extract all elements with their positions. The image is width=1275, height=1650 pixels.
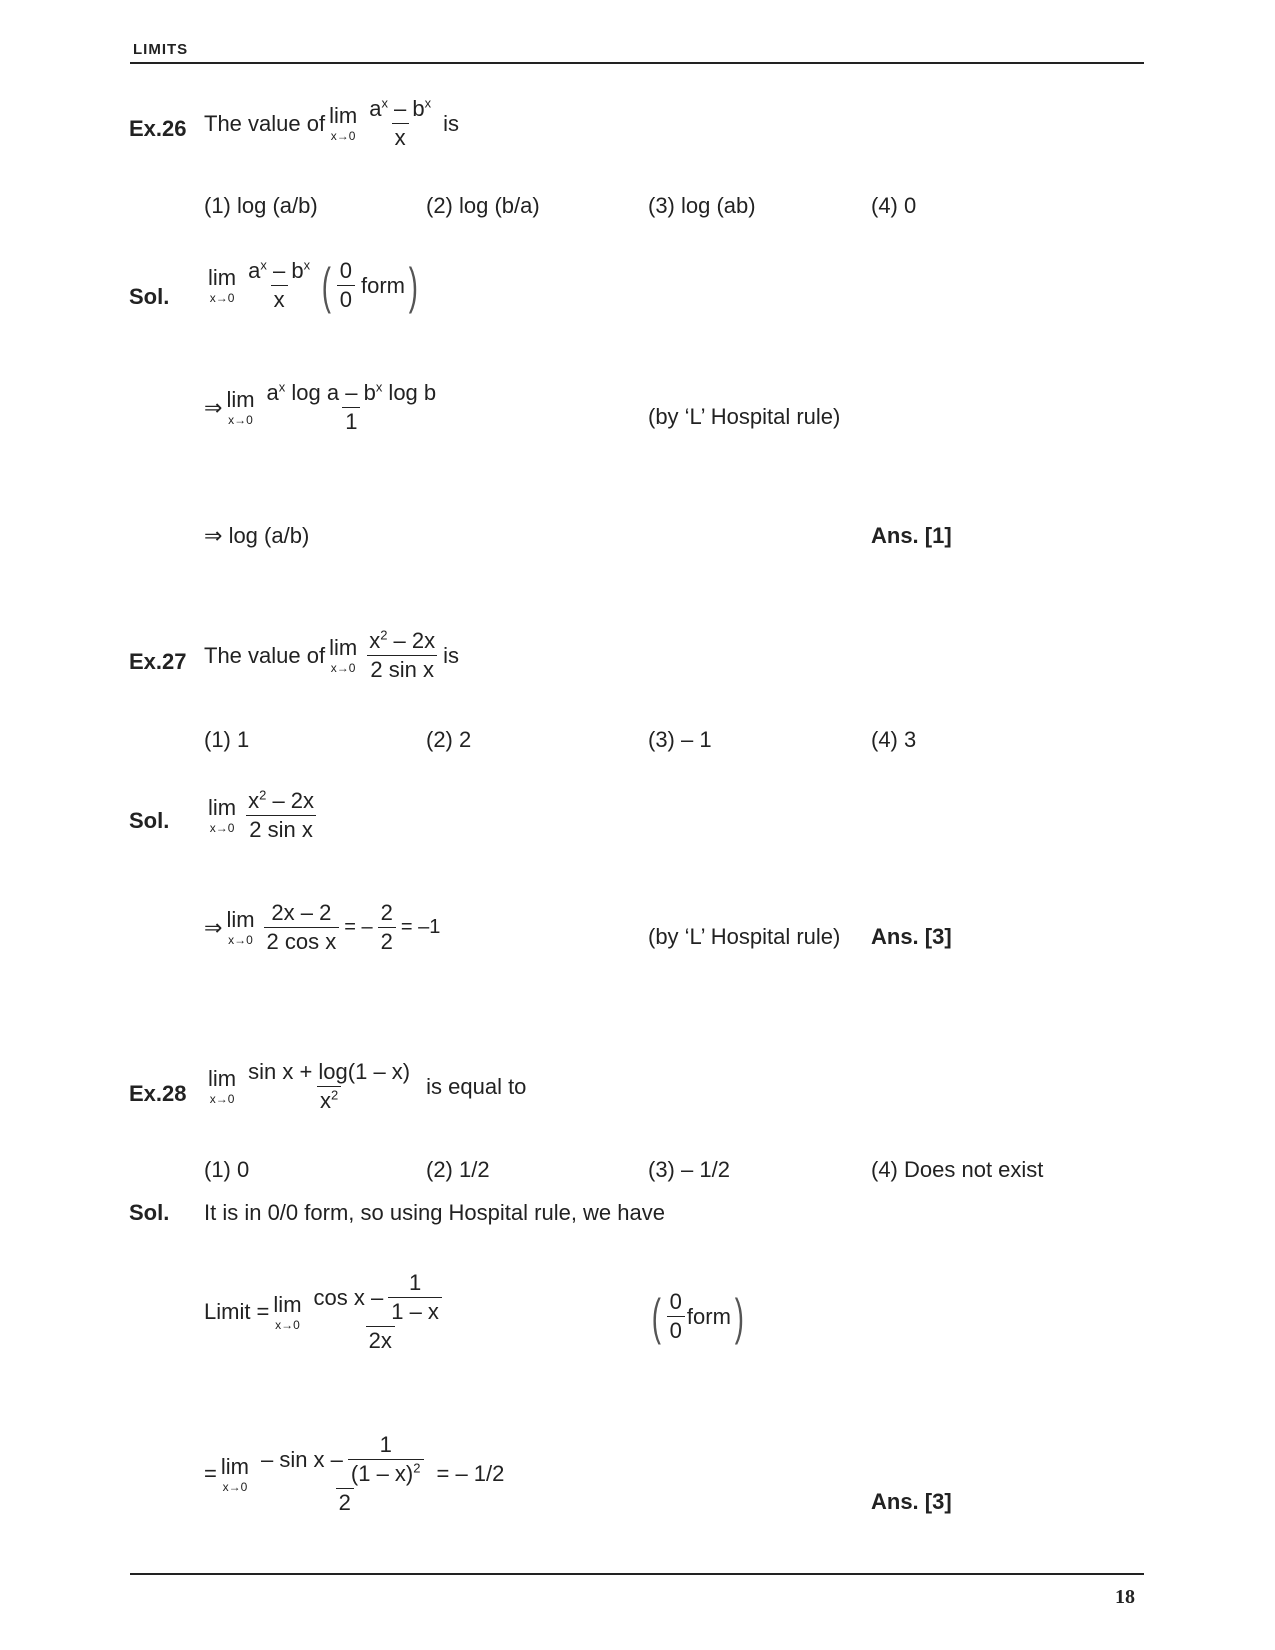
ex28-sol-step1: Limit = lim x→0 cos x – $\frac{1}{1 - x}$ 2x <box>204 1270 455 1354</box>
ex26-sol-step3: ⇒ log (a/b) <box>204 523 310 548</box>
running-header: LIMITS <box>133 41 189 58</box>
ex26-sol-label: Sol. <box>129 284 170 309</box>
ex26-prefix: The value of <box>204 110 326 136</box>
ex27-sol-step2: ⇒ lim x→0 $\frac{2x - 2}{\text{2 cos x}}$ = – $\frac{2}{2}$ = –1 <box>204 900 441 954</box>
ex26-option-1: (1) log (a/b) <box>204 193 318 218</box>
ex27-option-2: (2) 2 <box>426 727 472 752</box>
ex26-question <box>204 96 459 151</box>
ex27-label: Ex.27 <box>129 649 187 674</box>
ex28-sol-step2: = lim x→0 – sin x – $\frac{1}{(1 - x)^2}$ 2 = – 1/2 <box>204 1432 505 1515</box>
ex26-fraction: $\frac{a^x - b^x}{x}$ <box>369 95 432 150</box>
lim-word: lim <box>329 103 358 128</box>
ex26-option-4: (4) 0 <box>871 193 917 218</box>
ex27-question: The value of lim x→0 $\frac{x^2 - 2x}{\text{2 sin x}}$ is <box>204 627 460 682</box>
ex28-sol-text: It is in 0/0 form, so using Hospital rule, we have <box>204 1200 665 1225</box>
zero-over-zero-form: ( $\frac{0}{0}$ form ) <box>321 257 418 314</box>
ex27-answer: Ans. [3] <box>871 924 952 949</box>
ex28-option-3: (3) – 1/2 <box>648 1157 730 1182</box>
ex26-hospital-note: (by ‘L’ Hospital rule) <box>648 404 841 429</box>
ex28-answer: Ans. [3] <box>871 1489 952 1514</box>
ex26-option-2: (2) log (b/a) <box>426 193 540 218</box>
ex27-option-3: (3) – 1 <box>648 727 712 752</box>
implies-symbol: ⇒ <box>204 394 223 420</box>
ex26-sol-step1: lim x→0 $\frac{a^x - b^x}{x}$ ( $\frac{0}{0}$ form ) <box>204 258 422 313</box>
ex27-sol-label: Sol. <box>129 808 170 833</box>
ex28-sol-label: Sol. <box>129 1200 170 1225</box>
ex27-sol-step1: lim x→0 $\frac{x^2 - 2x}{\text{2 sin x}}$ <box>208 787 315 842</box>
ex26-is: is <box>443 110 460 136</box>
lim-sub: x→0 <box>330 129 356 143</box>
ex28-option-1: (1) 0 <box>204 1157 250 1182</box>
ex26-label: Ex.26 <box>129 116 187 141</box>
ex28-option-4: (4) Does not exist <box>871 1157 1044 1182</box>
ex26-sol-step2: ⇒ lim x→0 $\frac{a^x \log a - b^x \log b}{1}$ <box>204 379 437 434</box>
ex28-option-2: (2) 1/2 <box>426 1157 490 1182</box>
ex28-form-note: ( $\frac{0}{0}$ form ) <box>651 1288 744 1345</box>
ex28-question: lim x→0 $\frac{\text{sin x + log(1 – x)}}{x^2}$ is equal to <box>208 1059 527 1113</box>
footer-rule <box>130 1573 1144 1575</box>
ex27-hospital-note: (by ‘L’ Hospital rule) <box>648 924 841 949</box>
page-number: 18 <box>1115 1586 1135 1608</box>
ex26-answer: Ans. [1] <box>871 523 952 548</box>
ex26-option-3: (3) log (ab) <box>648 193 756 218</box>
ex27-option-4: (4) 3 <box>871 727 917 752</box>
header-rule <box>130 62 1144 64</box>
ex28-label: Ex.28 <box>129 1081 187 1106</box>
ex27-option-1: (1) 1 <box>204 727 250 752</box>
